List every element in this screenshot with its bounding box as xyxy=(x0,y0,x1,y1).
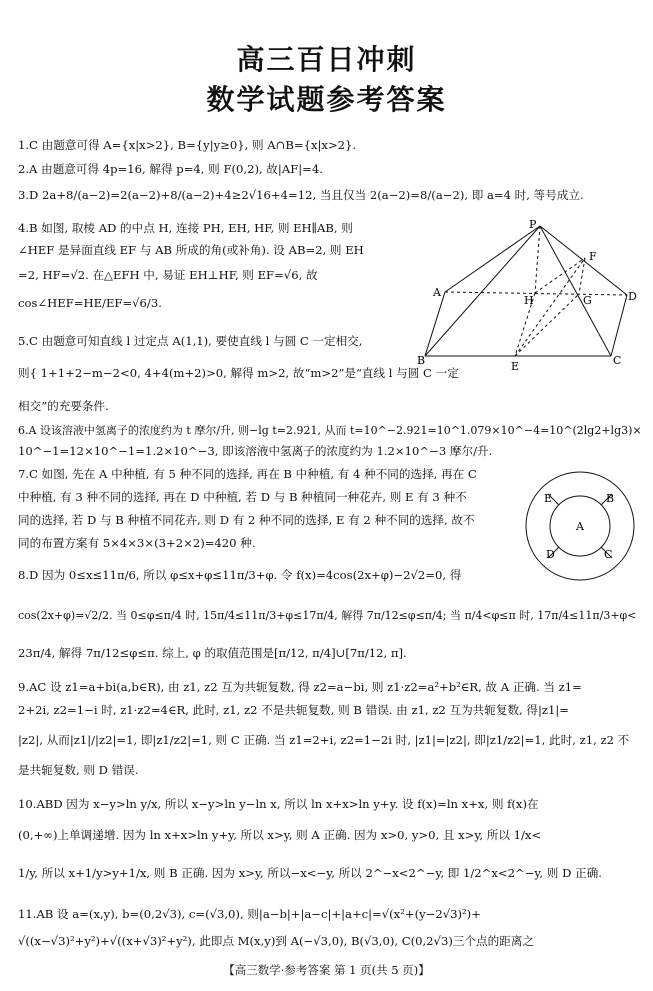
answer-3: 3.D 2a+8/(a−2)=2(a−2)+8/(a−2)+4≥2√16+4=12, 当且仅当 2(a−2)=8/(a−2), 即 a=4 时, 等号成立. xyxy=(18,188,584,202)
label-A: A xyxy=(433,286,441,299)
label-C: C xyxy=(613,354,622,367)
answer-8-line-1: 8.D 因为 0≤x≤11π/6, 所以 φ≤x+φ≤11π/3+φ. 令 f(x)=4cos(2x+φ)−2√2=0, 得 xyxy=(18,568,462,582)
answer-5-line-1: 5.C 由题意可知直线 l 过定点 A(1,1), 要使直线 l 与圆 C 一定相交, xyxy=(18,334,363,348)
region-E: E xyxy=(544,492,553,505)
label-B: B xyxy=(417,354,426,367)
answer-8-line-2: cos(2x+φ)=√2/2. 当 0≤φ≤π/4 时, 15π/4≤11π/3+φ≤17π/4, 解得 7π/12≤φ≤π/4; 当 π/4<φ≤π 时, 17π/4≤11π/3+φ< xyxy=(18,609,637,622)
answer-9-line-3: |z2|, 从而|z1|/|z2|=1, 即|z1/z2|=1, 则 C 正确. 当 z1=2+i, z2=1−2i 时, |z1|=|z2|, 即|z1/z2|=1, 此时, z1, z2 不 xyxy=(18,733,630,747)
region-A: A xyxy=(576,520,584,533)
answer-1: 1.C 由题意可得 A={x|x>2}, B={y|y≥0}, 则 A∩B={x|x>2}. xyxy=(18,138,357,152)
answer-7-line-1: 7.C 如图, 先在 A 中种植, 有 5 种不同的选择, 再在 B 中种植, 有 4 种不同的选择, 再在 C xyxy=(18,467,477,481)
answer-9-line-2: 2+2i, z2=1−i 时, z1·z2=4∈R, 此时, z1, z2 不是共轭复数, 则 B 错误. 由 z1, z2 互为共轭复数, 得|z1|= xyxy=(18,703,570,717)
answer-6-line-2: 10^−1=12×10^−1=1.2×10^−3, 即该溶液中氢离子的浓度约为 1.2×10^−3 摩尔/升. xyxy=(18,444,493,458)
answer-4-line-1: 4.B 如图, 取棱 AD 的中点 H, 连接 PH, EH, HF, 则 EH∥AB, 则 xyxy=(18,221,353,235)
answer-4-line-4: cos∠HEF=HE/EF=√6/3. xyxy=(18,296,162,310)
answer-6-line-1: 6.A 设该溶液中氢离子的浓度约为 t 摩尔/升, 则−lg t=2.921, 从而 t=10^−2.921=10^1.079×10^−4=10^(2lg2+lg3)× xyxy=(18,424,642,437)
label-E: E xyxy=(511,360,520,373)
region-B: B xyxy=(606,492,615,505)
answer-9-line-4: 是共轭复数, 则 D 错误. xyxy=(18,763,139,777)
region-C: C xyxy=(604,548,613,561)
answer-10-line-2: (0,+∞)上单调递增. 因为 ln x+x>ln y+y, 所以 x>y, 则 A 正确. 因为 x>0, y>0, 且 x>y, 所以 1/x< xyxy=(18,828,542,842)
page-footer: 【高三数学·参考答案 第 1 页(共 5 页)】 xyxy=(223,963,430,977)
answer-8-line-3: 23π/4, 解得 7π/12≤φ≤π. 综上, φ 的取值范围是[π/12, π/4]∪[7π/12, π]. xyxy=(18,646,407,660)
label-P: P xyxy=(529,218,537,231)
answer-9-line-1: 9.AC 设 z1=a+bi(a,b∈R), 由 z1, z2 互为共轭复数, 得 z2=a−bi, 则 z1·z2=a²+b²∈R, 故 A 正确. 当 z1= xyxy=(18,680,582,694)
answer-2: 2.A 由题意可得 4p=16, 解得 p=4, 则 F(0,2), 故|AF|=4. xyxy=(18,162,323,176)
answer-4-line-2: ∠HEF 是异面直线 EF 与 AB 所成的角(或补角). 设 AB=2, 则 EH xyxy=(18,243,364,257)
answer-7-line-4: 同的布置方案有 5×4×3×(3+2×2)=420 种. xyxy=(18,536,256,550)
pyramid-figure xyxy=(415,218,640,373)
answer-10-line-1: 10.ABD 因为 x−y>ln y/x, 所以 x−y>ln y−ln x, 所以 ln x+x>ln y+y. 设 f(x)=ln x+x, 则 f(x)在 xyxy=(18,797,539,811)
answer-11-line-2: √((x−√3)²+y²)+√((x+√3)²+y²), 此即点 M(x,y)到 A(−√3,0), B(√3,0), C(0,2√3)三个点的距离之 xyxy=(18,934,535,948)
answer-4-line-3: =2, HF=√2. 在△EFH 中, 易证 EH⊥HF, 则 EF=√6, 故 xyxy=(18,268,318,282)
label-D: D xyxy=(628,290,637,303)
label-F: F xyxy=(589,250,597,263)
circle-region-figure xyxy=(524,470,636,582)
region-D: D xyxy=(546,548,555,561)
page-title-line1: 高三百日冲刺 xyxy=(236,43,417,76)
answer-5-line-3: 相交”的充要条件. xyxy=(18,399,109,413)
label-G: G xyxy=(583,294,592,307)
answer-10-line-3: 1/y, 所以 x+1/y>y+1/x, 则 B 正确. 因为 x>y, 所以−x<−y, 所以 2^−x<2^−y, 即 1/2^x<2^−y, 则 D 正确. xyxy=(18,866,602,880)
label-H: H xyxy=(524,294,534,307)
answer-11-line-1: 11.AB 设 a=(x,y), b=(0,2√3), c=(√3,0), 则|a−b|+|a−c|+|a+c|=√(x²+(y−2√3)²)+ xyxy=(18,907,481,921)
answer-5-line-2: 则{ 1+1+2−m−2<0, 4+4(m+2)>0, 解得 m>2, 故“m>2”是“直线 l 与圆 C 一定 xyxy=(18,366,459,380)
answer-7-line-3: 同的选择, 若 D 与 B 种植不同花卉, 则 D 有 2 种不同的选择, E 有 2 种不同的选择, 故不 xyxy=(18,513,475,527)
answer-7-line-2: 中种植, 有 3 种不同的选择, 再在 D 中种植, 若 D 与 B 种植同一种花卉, 则 E 有 3 种不 xyxy=(18,490,467,504)
page-title-line2: 数学试题参考答案 xyxy=(206,83,447,116)
